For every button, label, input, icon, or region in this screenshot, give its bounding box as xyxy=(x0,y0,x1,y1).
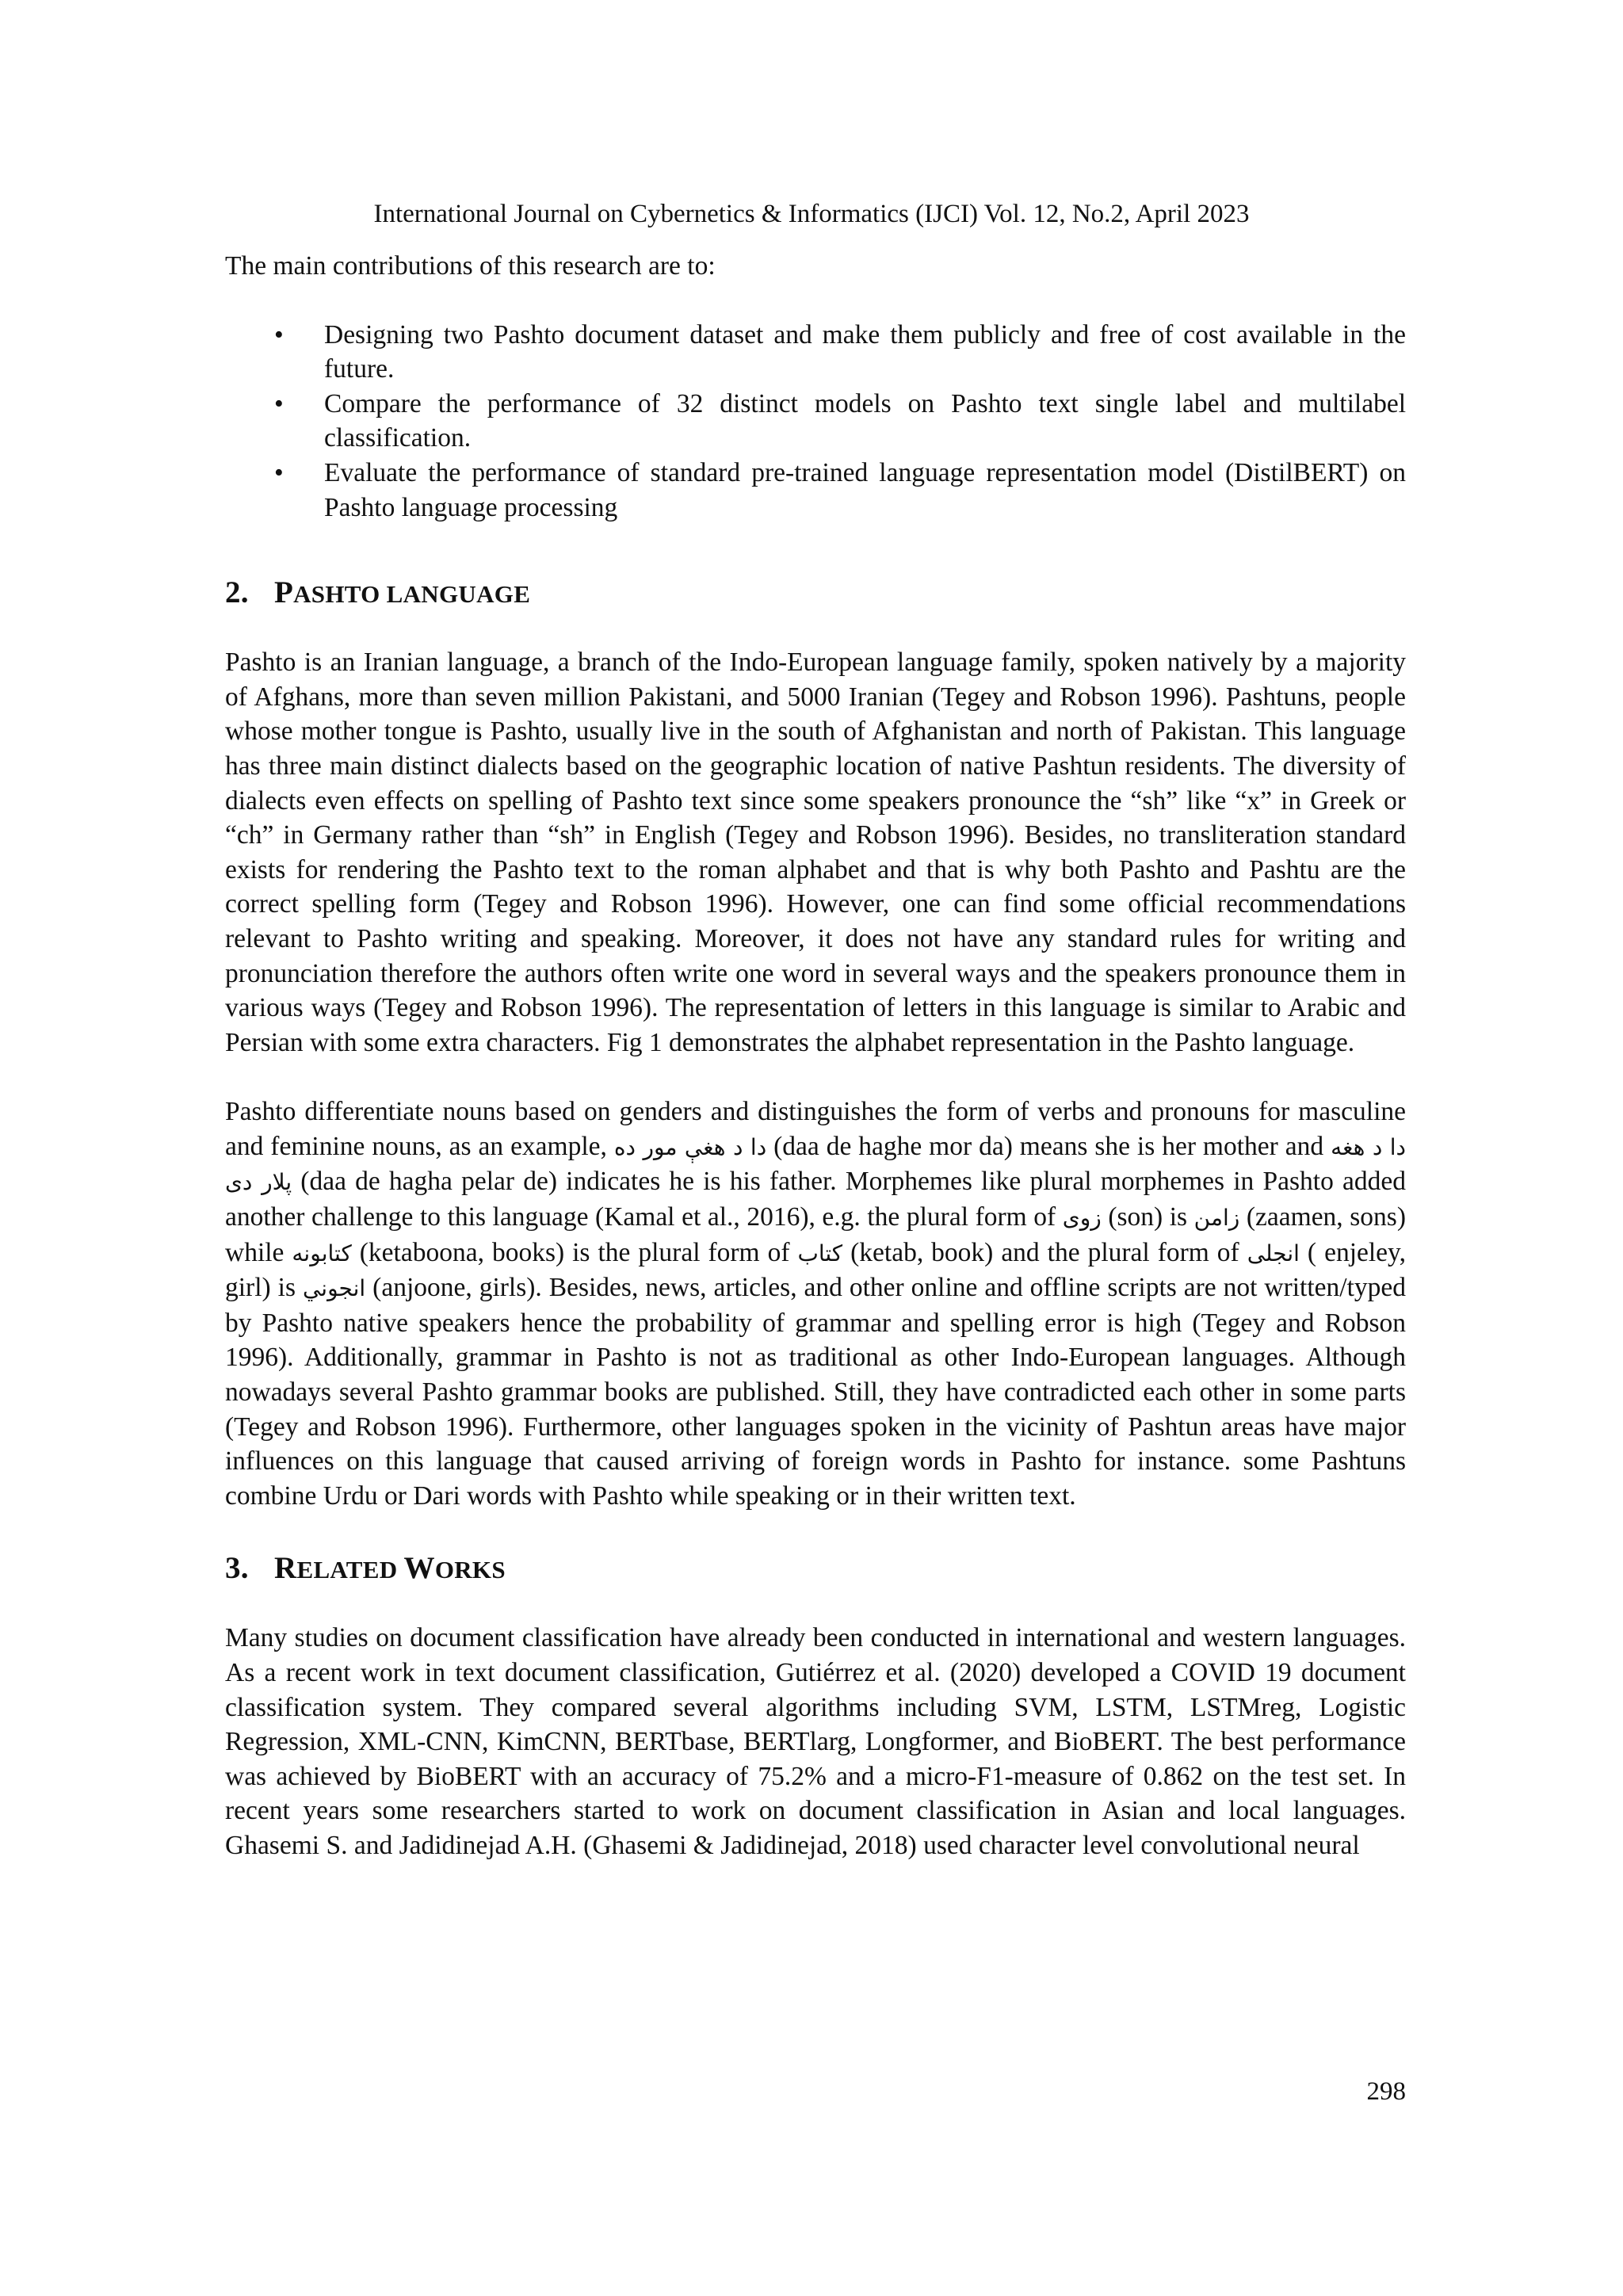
section-heading-pashto-language xyxy=(225,572,1406,615)
list-item-text: Evaluate the performance of standard pre-trained language representation model (DistilBERT) on Pashto language processing xyxy=(324,457,1406,522)
list-item-text: Compare the performance of 32 distinct models on Pashto text single label and multilabel classification. xyxy=(324,388,1406,453)
running-header: International Journal on Cybernetics & Informatics (IJCI) Vol. 12, No.2, April 2023 xyxy=(373,200,1250,228)
pashto-phrase: انجوني xyxy=(302,1275,366,1302)
section-number: 3. xyxy=(225,1551,249,1586)
bullet-icon: • xyxy=(274,319,284,350)
contributions-lead: The main contributions of this research are to: xyxy=(225,251,716,281)
section-title-rest: ASHTO LANGUAGE xyxy=(293,580,531,609)
pashto-phrase: دا د هغه پلار دی xyxy=(225,1133,1406,1196)
text-run: ( enjeley, girl) is xyxy=(225,1237,1406,1303)
pashto-phrase: كتاب xyxy=(797,1240,843,1266)
section-number: 2. xyxy=(225,575,249,610)
section-title-initial: R xyxy=(274,1551,297,1586)
text-run: (ketab, book) and the plural form of xyxy=(842,1237,1247,1267)
text-run: Pashto differentiate nouns based on genders and distinguishes the form of verbs and pronouns for masculine and feminine nouns, as an example, xyxy=(225,1097,1406,1161)
list-item xyxy=(225,318,1406,387)
list-item xyxy=(225,456,1406,525)
text-run: (daa de haghe mor da) means she is her mother and xyxy=(766,1131,1331,1161)
section-title-rest: ELATED xyxy=(296,1556,404,1584)
text-run: (son) is xyxy=(1101,1202,1194,1232)
section-title-rest: ORKS xyxy=(434,1556,506,1584)
paragraph-pashto-grammar xyxy=(225,1095,1406,1513)
bullet-icon: • xyxy=(274,388,284,418)
text-run: (anjoone, girls). Besides, news, articles, and other online and offline scripts are not written/typed by Pashto native speakers hence the probability of grammar and spelling error is high (Tegey and Robson 1996). Additionally, grammar in Pashto is not as traditional as other Indo-European languages. Although nowadays several Pashto grammar books are published. Still, they have contradicted each other in some parts (Tegey and Robson 1996). Furthermore, other languages spoken in the vicinity of Pashtun areas have major influences on this language that caused arriving of foreign words in Pashto for instance. some Pashtuns combine Urdu or Dari words with Pashto while speaking or in their written text. xyxy=(225,1273,1406,1511)
pashto-phrase: انجلی xyxy=(1247,1240,1300,1266)
text-run: (ketaboona, books) is the plural form of xyxy=(351,1237,798,1267)
section-title-initial: W xyxy=(403,1551,435,1586)
pashto-phrase: دا د هغې مور ده xyxy=(613,1133,767,1160)
page-content xyxy=(225,249,1406,1898)
paragraph-pashto-overview: Pashto is an Iranian language, a branch of the Indo-European language family, spoken natively by a majority of Afghans, more than seven million Pakistani, and 5000 Iranian (Tegey and Robson 1996). Pashtuns, people whose mother tongue is Pashto, usually live in the south of Afghanistan and north of Pakistan. This language has three main distinct dialects based on the geographic location of native Pashtun residents. The diversity of dialects even effects on spelling of Pashto text since some speakers pronounce the “sh” like “x” in Greek or “ch” in Germany rather than “sh” in English (Tegey and Robson 1996). Besides, no transliteration standard exists for rendering the Pashto text to the roman alphabet and that is why both Pashto and Pashtu are the correct spelling form (Tegey and Robson 1996). However, one can find some official recommendations relevant to Pashto writing and speaking. Moreover, it does not have any standard rules for writing and pronunciation therefore the authors often write one word in several ways and the speakers pronounce them in various ways (Tegey and Robson 1996). The representation of letters in this language is similar to Arabic and Persian with some extra characters. Fig 1 demonstrates the alphabet representation in the Pashto language. xyxy=(225,648,1406,1057)
pashto-phrase: كتابونه xyxy=(292,1240,352,1266)
pashto-phrase: زوی xyxy=(1062,1205,1102,1232)
page-number: 298 xyxy=(1366,2077,1406,2106)
paragraph-related-works: Many studies on document classification have already been conducted in international and western languages. As a recent work in text document classification, Gutiérrez et al. (2020) developed a COVID 19 document classification system. They compared several algorithms including SVM, LSTM, LSTMreg, Logistic Regression, XML-CNN, KimCNN, BERTbase, BERTlarg, Longformer, and BioBERT. The best performance was achieved by BioBERT with an accuracy of 75.2% and a micro-F1-measure of 0.862 on the test set. In recent years some researchers started to work on document classification in Asian and local languages. Ghasemi S. and Jadidinejad A.H. (Ghasemi & Jadidinejad, 2018) used character level convolutional neural xyxy=(225,1623,1406,1860)
bullet-icon: • xyxy=(274,457,284,487)
list-item-text: Designing two Pashto document dataset and make them publicly and free of cost available in the future. xyxy=(324,319,1406,384)
section-heading-related-works xyxy=(225,1548,1406,1591)
section-title-initial: P xyxy=(274,575,294,610)
text-run: (zaamen, sons) while xyxy=(225,1202,1406,1267)
contributions-list xyxy=(225,318,1406,525)
list-item xyxy=(225,387,1406,456)
text-run: (daa de hagha pelar de) indicates he is his father. Morphemes like plural morphemes in Pashto added another challenge to this language (Kamal et al., 2016), e.g. the plural form of xyxy=(225,1167,1406,1232)
pashto-phrase: زامن xyxy=(1193,1205,1240,1232)
